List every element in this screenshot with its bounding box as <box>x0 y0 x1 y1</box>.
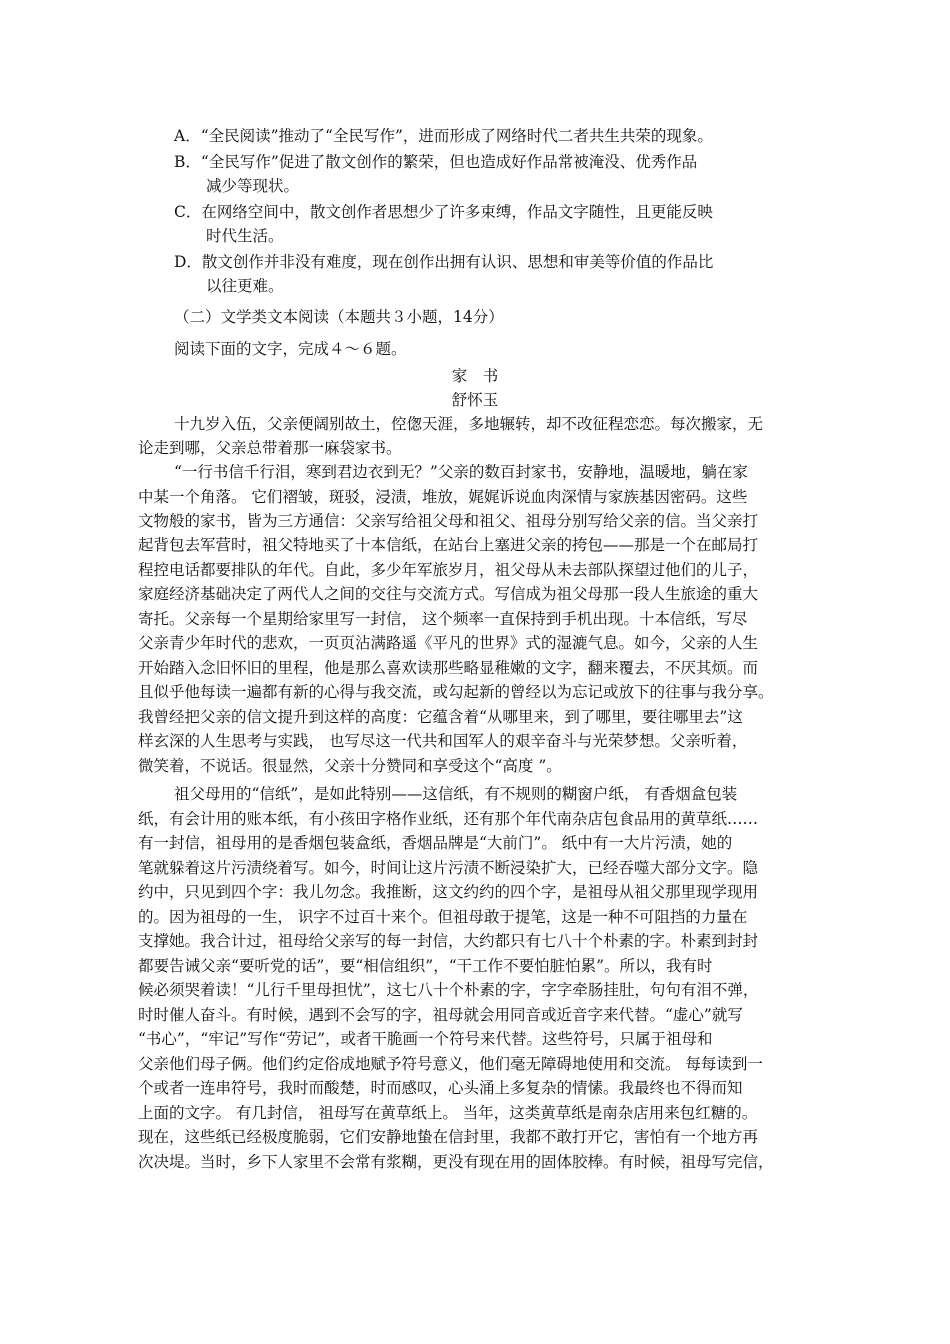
option-d: D．散文创作并非没有难度，现在创作出拥有认识、思想和审美等价值的作品比 <box>174 253 714 271</box>
article-line: 个或者一连串符号，我时而酸楚，时而感叹，心头涌上多复杂的情愫。我最终也不得而知 <box>138 1079 743 1097</box>
option-a: A．“全民阅读”推动了“全民写作”，进而形成了网络时代二者共生共荣的现象。 <box>174 127 713 145</box>
article-line: 上面的文字。 有几封信， 祖母写在黄草纸上。 当年，这类黄草纸是南杂店用来包红糖的。 <box>138 1104 758 1122</box>
article-author: 舒怀玉 <box>451 391 499 409</box>
option-c-continued: 时代生活。 <box>206 227 284 245</box>
article-line: 支撑她。我合计过，祖母给父亲写的每一封信，大约都只有七八十个朴素的字。朴素到封封 <box>138 932 759 950</box>
article-line: 候必须哭着读！“儿行千里母担忧”，这七八十个朴素的字，字字牵肠挂肚，句句有泪不弹， <box>138 981 759 999</box>
article-line: 我曾经把父亲的信文提升到这样的高度：它蕴含着“从哪里来，到了哪里，要往哪里去”这 <box>138 708 743 726</box>
article-line: 样玄深的人生思考与实践， 也写尽这一代共和国军人的艰辛奋斗与光荣梦想。父亲听着， <box>138 732 748 750</box>
article-line: 程控电话都要排队的年代。自此，多少年军旅岁月，祖父母从未去部队探望过他们的儿子， <box>138 561 759 579</box>
article-line: 时时催人奋斗。有时候，遇到不会写的字，祖母就会用同音或近音字来代替。“虚心”就写 <box>138 1006 743 1024</box>
article-line: 开始踏入念旧怀旧的里程，他是那么喜欢读那些略显稚嫩的文字，翻来覆去，不厌其烦。而 <box>138 659 759 677</box>
article-line: 现在，这些纸已经极度脆弱，它们安静地蛰在信封里，我都不敢打开它，害怕有一个地方再 <box>138 1128 759 1146</box>
article-line: 次决堤。当时，乡下人家里不会常有浆糊，更没有现在用的固体胶棒。有时候，祖母写完信， <box>138 1153 774 1171</box>
article-line: 约中，只见到四个字：我儿勿念。我推断，这文约约的四个字，是祖母从祖父那里现学现用 <box>138 883 759 901</box>
option-b: B．“全民写作”促进了散文创作的繁荣，但也造成好作品常被淹没、优秀作品 <box>174 153 698 171</box>
article-line: 微笑着，不说话。很显然，父亲十分赞同和享受这个“高度 ”。 <box>138 757 562 775</box>
article-line: 寄托。父亲每一个星期给家里写一封信， 这个频率一直保持到手机出现。十本信纸，写尽 <box>138 610 748 628</box>
article-line: 十九岁入伍，父亲便阔别故土，倥偬天涯，多地辗转，却不改征程恋恋。每次搬家，无 <box>174 415 764 433</box>
option-b-continued: 减少等现状。 <box>206 177 300 195</box>
section-heading: （二）文学类文本阅读（本题共３小题，14分） <box>174 308 504 326</box>
article-line: 都要告诫父亲“要听党的话”，要“相信组织”，“干工作不要怕脏怕累”。所以，我有时 <box>138 957 713 975</box>
article-line: 中某一个角落。 它们褶皱，斑驳，浸渍，堆放，娓娓诉说血肉深情与家族基因密码。这些 <box>138 488 748 506</box>
article-line: 的。因为祖母的一生， 识字不过百十来个。但祖母敢于提笔，这是一种不可阻挡的力量在 <box>138 908 748 926</box>
article-line: 父亲他们母子俩。他们约定俗成地赋予符号意义，他们毫无障碍地使用和交流。 每每读到一 <box>138 1055 763 1073</box>
option-d-continued: 以往更难。 <box>206 277 284 295</box>
article-line: 文物般的家书，皆为三方通信：父亲写给祖父母和祖父、祖母分别写给父亲的信。当父亲打 <box>138 512 759 530</box>
article-line: 纸，有会计用的账本纸，有小孩田字格作业纸，还有那个年代南杂店包食品用的黄草纸…… <box>138 810 759 828</box>
article-line: “一行书信千行泪，寒到君边衣到无？”父亲的数百封家书，安静地，温暖地，躺在家 <box>174 463 748 481</box>
article-line: 起背包去军营时，祖父特地买了十本信纸，在站台上塞进父亲的挎包——那是一个在邮局打 <box>138 536 759 554</box>
article-line: 有一封信，祖母用的是香烟包装盒纸，香烟品牌是“大前门”。 纸中有一大片污渍，她的 <box>138 834 733 852</box>
article-line: “书心”，“牢记”写作“劳记”，或者干脆画一个符号来代替。这些符号，只属于祖母和 <box>138 1030 713 1048</box>
article-line: 论走到哪，父亲总带着那一麻袋家书。 <box>138 439 402 457</box>
section-instruction: 阅读下面的文字，完成４～６题。 <box>174 340 407 358</box>
option-c: C．在网络空间中，散文创作者思想少了许多束缚，作品文字随性，且更能反映 <box>174 203 713 221</box>
article-line: 家庭经济基础决定了两代人之间的交往与交流方式。写信成为祖父母那一段人生旅途的重大 <box>138 585 759 603</box>
article-line: 祖父母用的“信纸”，是如此特别——这信纸，有不规则的糊窗户纸， 有香烟盒包装 <box>174 785 738 803</box>
article-line: 笔就躲着这片污渍绕着写。如今，时间让这片污渍不断浸染扩大，已经吞噬大部分文字。隐 <box>138 859 759 877</box>
article-line: 且似乎他每读一遍都有新的心得与我交流，或勾起新的曾经以为忘记或放下的往事与我分享。 <box>138 683 774 701</box>
article-title: 家 书 <box>451 367 499 385</box>
article-line: 父亲青少年时代的悲欢，一页页沾满路遥《平凡的世界》式的湿漉气息。如今，父亲的人生 <box>138 634 759 652</box>
